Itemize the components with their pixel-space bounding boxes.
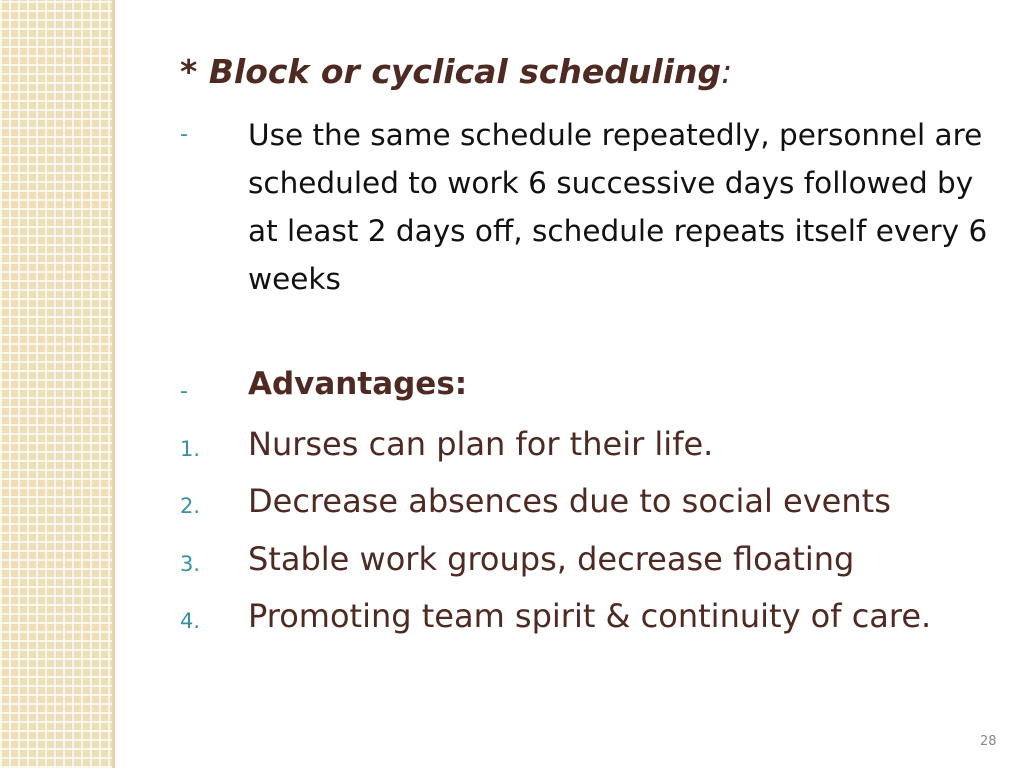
advantage-text: Stable work groups, decrease floating (248, 540, 855, 578)
advantage-text: Promoting team spirit & continuity of care. (248, 597, 932, 635)
advantage-text: Nurses can plan for their life. (248, 425, 714, 463)
heading-title: Block or cyclical scheduling (208, 52, 722, 91)
advantages-label: Advantages: (248, 366, 468, 402)
slide-heading (180, 52, 732, 91)
bullet-dash-marker: - (180, 122, 188, 147)
bullet-text-definition: Use the same schedule repeatedly, personnel are scheduled to work 6 successive days followed by at least 2 days off, schedule repeats itself every 6 weeks (248, 118, 988, 296)
bullet-dash-marker: - (180, 379, 188, 404)
number-marker: 2. (180, 494, 201, 518)
advantage-text: Decrease absences due to social events (248, 482, 891, 520)
number-marker: 4. (180, 609, 201, 633)
number-marker: 1. (180, 437, 201, 461)
side-pattern-edge (112, 0, 115, 768)
number-marker: 3. (180, 552, 201, 576)
decorative-side-pattern (0, 0, 112, 768)
heading-colon: : (721, 52, 733, 91)
heading-prefix: * (180, 52, 209, 91)
page-number: 28 (980, 734, 997, 749)
